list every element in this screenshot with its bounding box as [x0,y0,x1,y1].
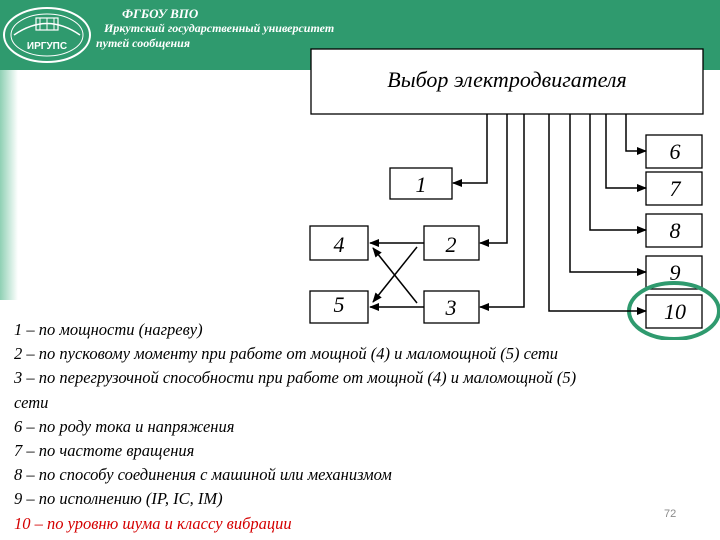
box-6-label: 6 [669,139,681,164]
legend-item-3-continued: сети [14,392,49,412]
legend [14,318,714,536]
page-number: 72 [664,508,677,520]
header-line-2: Иркутский государственный университет [104,21,335,35]
connectors [370,114,646,311]
header-line-1: ФГБОУ ВПО [122,6,199,21]
box-9-label: 9 [669,260,681,285]
box-3-label: 3 [445,295,457,320]
legend-item-6: 6 – по роду тока и напряжения [14,416,235,436]
legend-item-10: 10 – по уровню шума и классу вибрации [14,513,292,533]
header-line-3: путей сообщения [96,36,191,50]
legend-item-9: 9 – по исполнению (IP, IC, IM) [14,489,223,509]
legend-item-2: 2 – по пусковому моменту при работе от мощной (4) и маломощной (5) сети [14,344,559,364]
box-5-label: 5 [333,292,345,317]
box-4-label: 4 [333,232,345,257]
legend-item-3: 3 – по перегрузочной способности при работе от мощной (4) и маломощной (5) [14,368,577,388]
box-2-label: 2 [445,232,457,257]
box-10-label: 10 [664,299,686,324]
legend-item-8: 8 – по способу соединения с машиной или механизмом [14,465,392,485]
legend-item-7: 7 – по частоте вращения [14,441,195,461]
legend-item-1: 1 – по мощности (нагреву) [14,320,203,339]
main-box-label: Выбор электродвигателя [387,67,627,92]
box-1-label: 1 [415,172,427,197]
box-7-label: 7 [669,176,681,201]
box-8-label: 8 [669,218,681,243]
logo-text: ИРГУПС [26,41,68,52]
